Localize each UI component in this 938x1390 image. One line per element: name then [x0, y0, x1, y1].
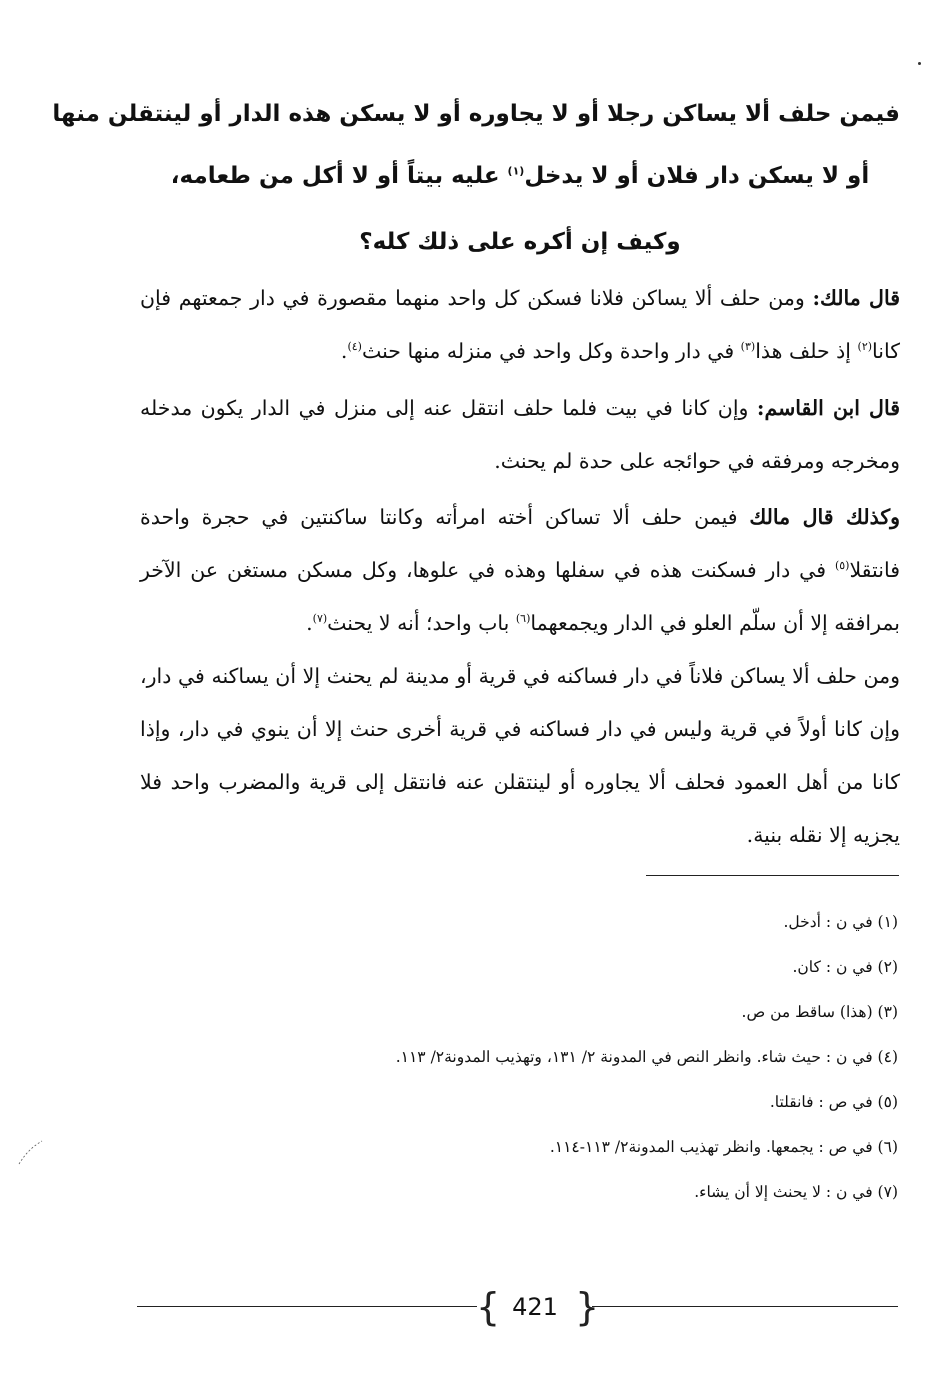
- footnotes: [140, 900, 898, 1215]
- chapter-heading-line-2: [140, 162, 900, 190]
- paragraph-village: [140, 650, 900, 862]
- footer-rule-right: [592, 1306, 898, 1307]
- footnote-3: (٣) (هذا) ساقط من ص.: [741, 1003, 898, 1021]
- footnote-marker: (٥): [834, 559, 850, 573]
- paragraph-text: .: [306, 611, 313, 635]
- chapter-heading-line-3: وكيف إن أكره على ذلك كله؟: [359, 229, 681, 255]
- footnote-5: (٥) في ص : فانقلتا.: [769, 1093, 898, 1111]
- paragraph-text: إذ حلف هذا: [755, 339, 858, 363]
- page-number: 421: [512, 1293, 558, 1321]
- heading-text: أو لا يسكن دار فلان أو لا يدخل: [524, 163, 870, 189]
- paragraph-text: .: [340, 339, 348, 363]
- footnote-7: (٧) في ن : لا يحنث إلا أن يشاء.: [694, 1183, 898, 1201]
- footnote-marker: (٣): [740, 340, 756, 354]
- paragraph-text: ومن حلف ألا يساكن فلانا فسكن كل واحد منهما مقصورة في دار جمعتهم فإن كانا: [140, 286, 900, 363]
- footnote-marker: (١): [507, 164, 525, 178]
- footnote-marker: (٤): [347, 340, 362, 354]
- paragraph-prefix: وكذلك: [833, 505, 900, 529]
- footnote-2: (٢) في ن : كان.: [792, 958, 898, 976]
- footnote-separator: [646, 875, 899, 876]
- speaker-label: قال ابن القاسم:: [756, 396, 900, 420]
- speaker-label: قال مالك: [749, 505, 834, 529]
- footer-rule-left: [137, 1306, 477, 1307]
- paragraph-text: وإن كانا في بيت فلما حلف انتقل عنه إلى منزل في الدار يكون مدخله ومخرجه ومرفقه في حوائجه على حدة لم يحنث.: [140, 396, 900, 473]
- footnote-4: (٤) في ن : حيث شاء. وانظر النص في المدونة ٢/ ١٣١، وتهذيب المدونة٢/ ١١٣.: [395, 1048, 898, 1066]
- footnote-marker: (٢): [857, 340, 873, 354]
- paragraph-text: باب واحد؛ أنه لا يحنث: [327, 611, 516, 635]
- paragraph-malik-1: [140, 272, 900, 378]
- footnote-1: (١) في ن : أدخل.: [783, 913, 898, 931]
- heading-text: عليه بيتاً أو لا أكل من طعامه،: [170, 163, 508, 189]
- paragraph-text: ومن حلف ألا يساكن فلاناً في دار فساكنه في قرية أو مدينة لم يحنث إلا أن يساكنه في دار، وإن كانا أولاً في قرية وليس في دار فساكنه في قرية أخرى حنث إلا أن ينوي في دار، وإذا كانا من أهل العمود فحلف ألا يجاوره أو لينتقلن عنه فانتقل إلى قرية والمضرب واحد فلا يجزيه إلا نقله بنية.: [140, 664, 900, 847]
- footnote-marker: (٦): [515, 612, 531, 626]
- paragraph-ibn-alqasim: [140, 382, 900, 488]
- close-brace-ornament: }: [575, 1285, 600, 1329]
- footnote-marker: (٧): [312, 612, 328, 626]
- speaker-label: قال مالك:: [812, 286, 900, 310]
- open-brace-ornament: {: [476, 1285, 501, 1329]
- paragraph-malik-2: [140, 491, 900, 650]
- paragraph-text: فيمن حلف ألا تساكن أخته امرأته وكانتا ساكنتين في حجرة واحدة فانتقلا: [140, 505, 900, 582]
- page-number-footer: [0, 1285, 938, 1335]
- scan-speck: [918, 62, 921, 65]
- footnote-6: (٦) في ص : يجمعها. وانظر تهذيب المدونة٢/ ١١٣-١١٤.: [549, 1138, 898, 1156]
- chapter-heading-line-1: فيمن حلف ألا يساكن رجلا أو لا يجاوره أو لا يسكن هذه الدار أو لينتقلن منها: [52, 101, 900, 127]
- scan-mark: [16, 1138, 46, 1168]
- paragraph-text: في دار واحدة وكل واحد في منزله منها حنث: [361, 339, 741, 363]
- paragraph-text: في دار فسكنت هذه في سفلها وهذه في علوها، وكل مسكن مستغن عن الآخر بمرافقه إلا أن سلّم العلو في الدار ويجمعهما: [140, 558, 900, 635]
